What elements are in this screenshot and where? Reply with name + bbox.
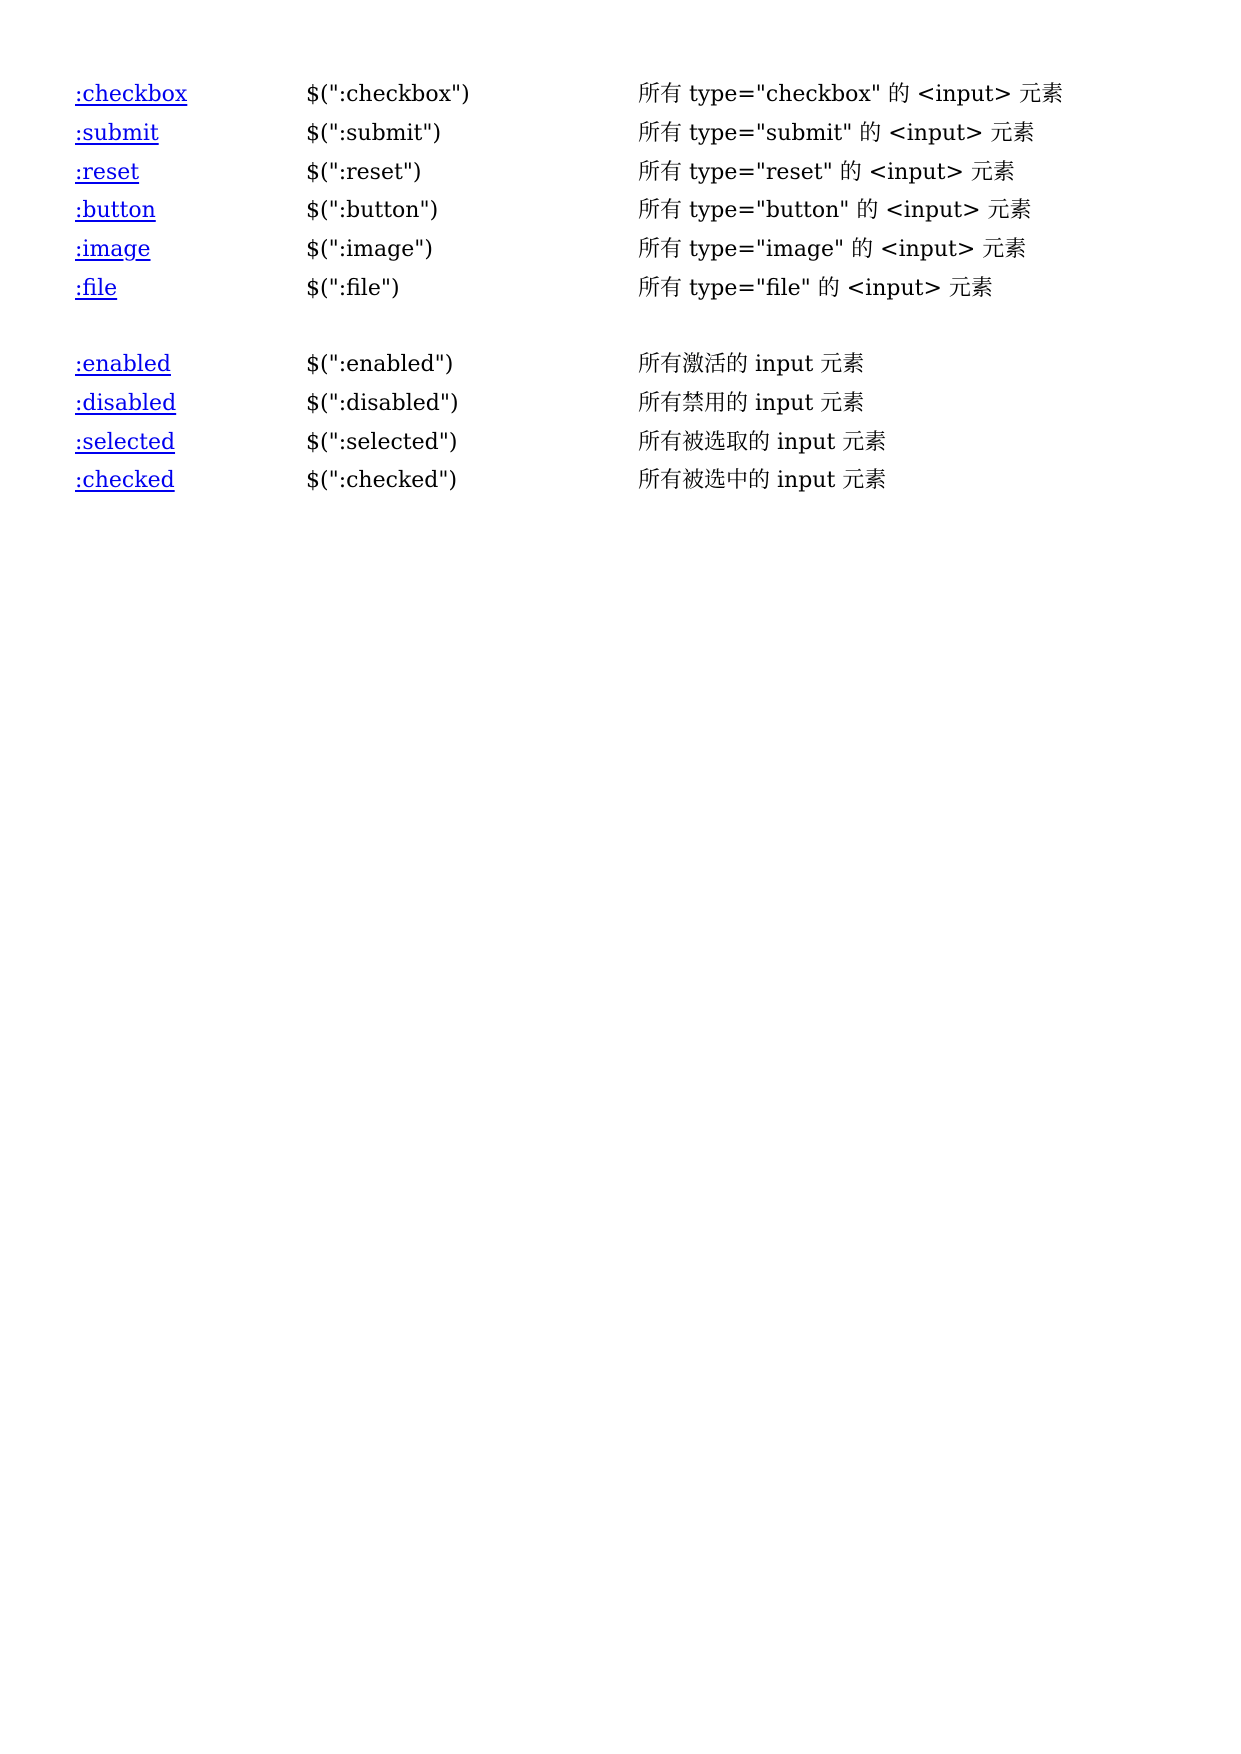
selector-description-image: 所有 type="image" 的 <input> 元素 [638,237,1027,263]
selector-example-checked: $(":checked") [306,468,458,494]
selector-example-enabled: $(":enabled") [306,352,454,377]
form-type-selector-table [0,76,1241,309]
selector-link-button[interactable]: :button [75,198,156,224]
selector-description-disabled: 所有禁用的 input 元素 [638,390,865,416]
selector-example-button: $(":button") [306,198,439,224]
selector-link-selected[interactable]: :selected [75,429,176,455]
selector-row-selected [0,424,1241,463]
selector-row-checkbox [0,76,1241,115]
selector-row-checked [0,462,1241,501]
selector-row-reset [0,154,1241,193]
selector-example-disabled: $(":disabled") [306,390,459,416]
selector-link-submit[interactable]: :submit [75,120,159,146]
selector-row-image [0,231,1241,270]
selector-description-checked: 所有被选中的 input 元素 [638,468,887,494]
selector-row-button [0,192,1241,231]
selector-description-reset: 所有 type="reset" 的 <input> 元素 [638,159,1015,185]
selector-example-reset: $(":reset") [306,159,422,185]
selector-description-button: 所有 type="button" 的 <input> 元素 [638,198,1032,224]
selector-description-selected: 所有被选取的 input 元素 [638,429,887,455]
selector-row-file [0,270,1241,309]
selector-link-checked[interactable]: :checked [75,468,175,494]
selector-row-disabled [0,385,1241,424]
selector-link-checkbox[interactable]: :checkbox [75,82,188,107]
selector-example-selected: $(":selected") [306,429,458,455]
selector-example-checkbox: $(":checkbox") [306,82,470,107]
selector-link-file[interactable]: :file [75,275,118,301]
selector-example-submit: $(":submit") [306,120,442,146]
selector-row-enabled [0,346,1241,385]
selector-link-enabled[interactable]: :enabled [75,352,171,377]
form-state-selector-table [0,346,1241,501]
selector-example-file: $(":file") [306,275,400,301]
selector-link-disabled[interactable]: :disabled [75,390,177,416]
selector-description-file: 所有 type="file" 的 <input> 元素 [638,275,993,301]
selector-row-submit [0,115,1241,154]
selector-description-submit: 所有 type="submit" 的 <input> 元素 [638,120,1035,146]
selector-description-checkbox: 所有 type="checkbox" 的 <input> 元素 [638,82,1064,107]
selector-link-reset[interactable]: :reset [75,159,140,185]
selector-description-enabled: 所有激活的 input 元素 [638,352,865,377]
selector-example-image: $(":image") [306,237,433,263]
selector-link-image[interactable]: :image [75,237,151,263]
